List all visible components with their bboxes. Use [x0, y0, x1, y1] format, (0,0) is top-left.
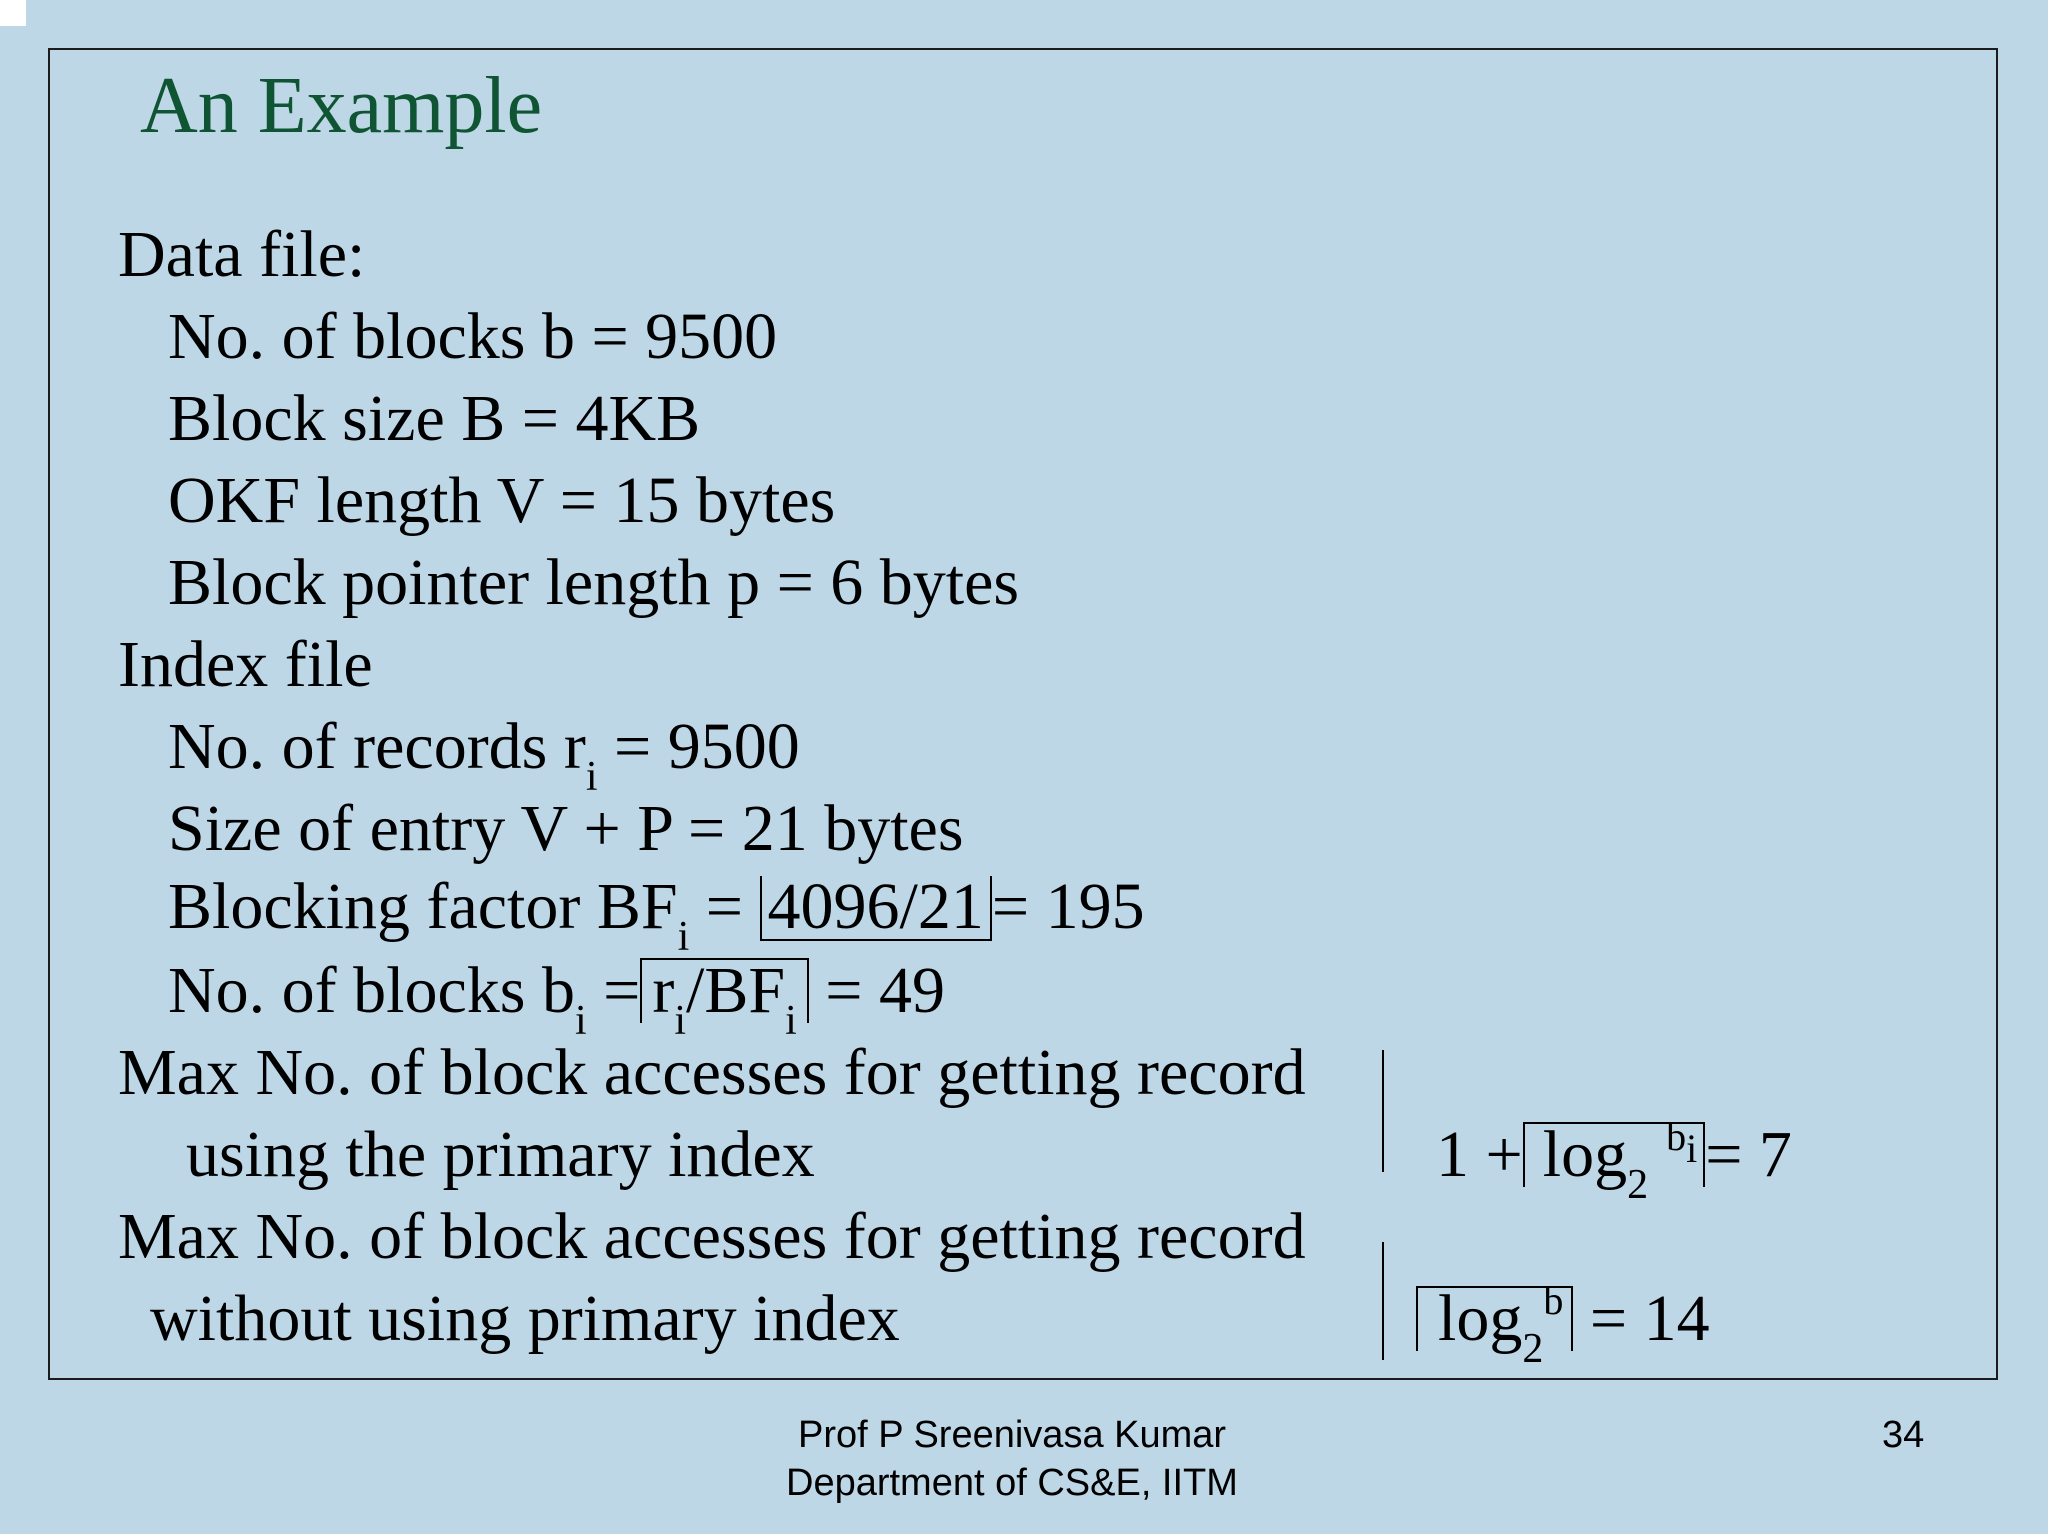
bi-bf: /BF — [686, 954, 786, 1027]
primary-log-arg: b — [1666, 1114, 1687, 1159]
formula-primary — [1436, 1114, 1792, 1208]
formula-noindex — [1416, 1278, 1710, 1372]
blocking-factor-line — [168, 870, 1145, 960]
formula-primary-prefix: 1 + — [1436, 1118, 1523, 1191]
formula-primary-result: = 7 — [1705, 1118, 1792, 1191]
data-file-heading: Data file: — [118, 218, 366, 291]
bf-result: = 195 — [991, 870, 1145, 943]
index-file-heading: Index file — [118, 628, 373, 701]
bf-subscript: i — [677, 914, 690, 960]
noindex-log: log — [1438, 1282, 1523, 1355]
records-value: = 9500 — [597, 710, 800, 783]
entry-size-line: Size of entry V + P = 21 bytes — [168, 792, 964, 865]
max-noindex-line2: without using primary index — [150, 1282, 900, 1355]
noindex-log-base: 2 — [1522, 1326, 1544, 1372]
bf-equals: = — [689, 870, 760, 943]
bf-fraction: 4096/21 — [767, 870, 984, 943]
noindex-divider — [1382, 1242, 1384, 1360]
bf-text: Blocking factor BF — [168, 870, 678, 943]
footer-department: Department of CS&E, IITM — [786, 1462, 1238, 1504]
blocks-bi-line — [168, 954, 946, 1044]
blocks-b-line: No. of blocks b = 9500 — [168, 300, 778, 373]
floor-bracket — [760, 870, 992, 943]
max-primary-line1: Max No. of block accesses for getting record — [118, 1036, 1306, 1109]
max-noindex-line1: Max No. of block accesses for getting record — [118, 1200, 1306, 1273]
footer-author: Prof P Sreenivasa Kumar — [798, 1414, 1227, 1456]
primary-log-arg-subscript: i — [1686, 1126, 1698, 1171]
bi-equals: = — [586, 954, 641, 1027]
corner-mark — [0, 0, 26, 26]
primary-divider — [1382, 1050, 1384, 1172]
noindex-ceiling-bracket — [1416, 1278, 1573, 1372]
noindex-log-arg: b — [1543, 1278, 1564, 1323]
max-primary-line2: using the primary index — [186, 1118, 815, 1191]
formula-noindex-result: = 14 — [1589, 1282, 1710, 1355]
primary-log-base: 2 — [1627, 1162, 1649, 1208]
block-pointer-line: Block pointer length p = 6 bytes — [168, 546, 1020, 619]
bi-text: No. of blocks b — [168, 954, 575, 1027]
primary-log: log — [1542, 1118, 1628, 1191]
records-line — [168, 710, 800, 800]
records-subscript: i — [585, 754, 598, 800]
block-size-line: Block size B = 4KB — [168, 382, 701, 455]
okf-length-line: OKF length V = 15 bytes — [168, 464, 836, 537]
bi-result: = 49 — [808, 954, 946, 1027]
bi-r: r — [652, 954, 675, 1027]
records-text: No. of records r — [168, 710, 586, 783]
bi-subscript: i — [574, 998, 587, 1044]
slide-title: An Example — [140, 62, 543, 150]
page-number: 34 — [1882, 1414, 1925, 1456]
primary-ceiling-bracket — [1523, 1114, 1705, 1208]
ceiling-bracket — [640, 954, 808, 1044]
bi-bf-subscript: i — [785, 998, 797, 1044]
bi-r-subscript: i — [674, 998, 687, 1044]
